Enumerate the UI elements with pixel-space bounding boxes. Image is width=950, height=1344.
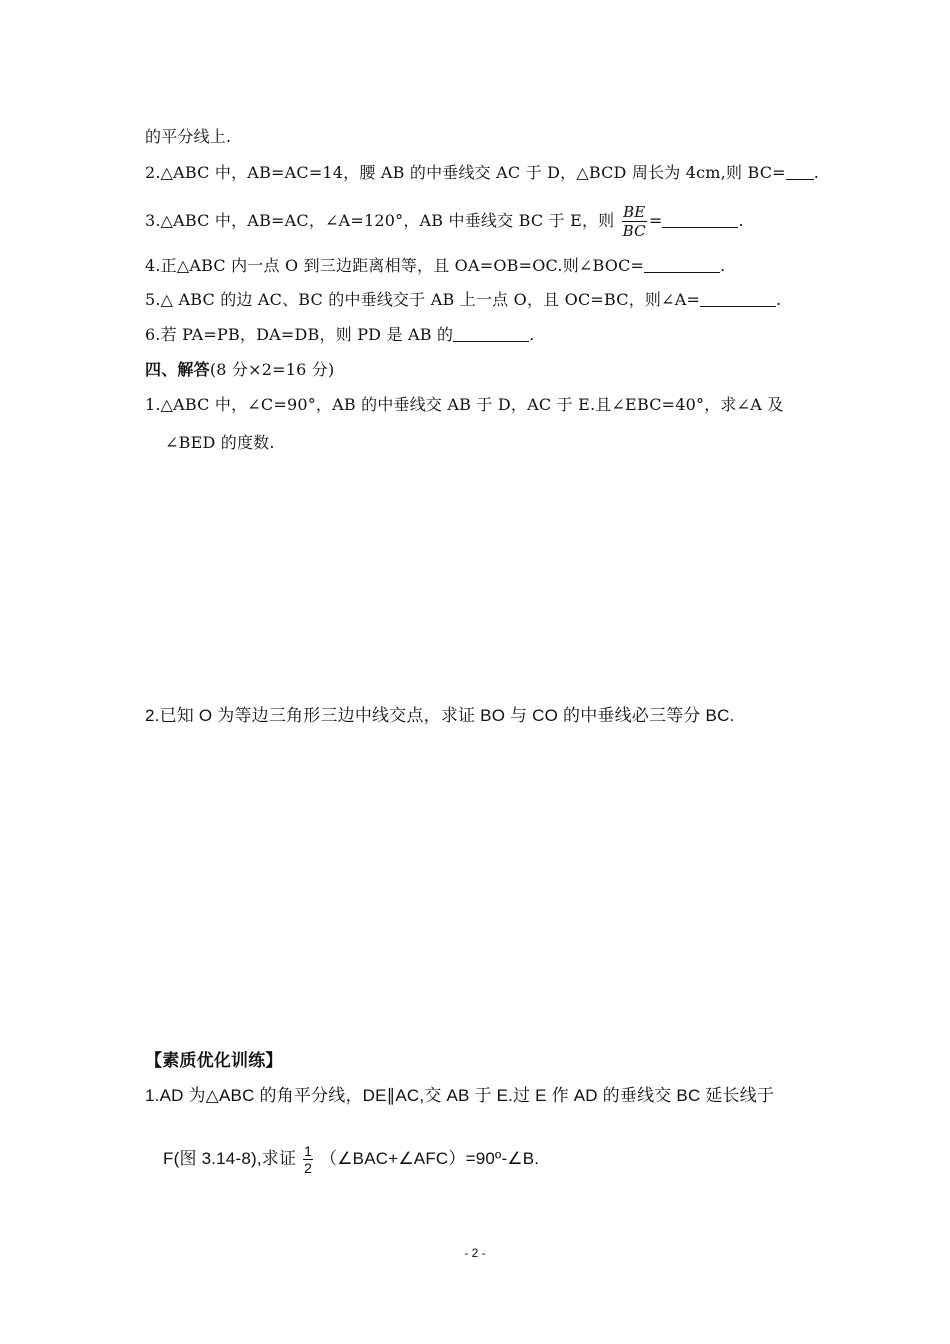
training-question-1-line1	[145, 1085, 774, 1107]
question-text: 1.△ABC 中，∠C=90°，AB 的中垂线交 AB 于 D，AC 于 E.且∠EBC=40°，求∠A 及	[145, 395, 784, 414]
answer-blank[interactable]	[453, 325, 529, 342]
section-4-heading	[145, 359, 334, 381]
question-4	[145, 255, 725, 277]
fraction-numerator: 1	[304, 1143, 313, 1159]
question-2	[145, 162, 819, 184]
section-score: (8 分×2=16 分)	[209, 360, 335, 379]
question-text: 6.若 PA=PB，DA=DB，则 PD 是 AB 的	[145, 325, 454, 344]
question-text: 3.△ABC 中，AB=AC，∠A=120°，AB 中垂线交 BC 于 E，则	[145, 211, 615, 230]
question-text: 5.△ ABC 的边 AC、BC 的中垂线交于 AB 上一点 O，且 OC=BC，则∠A=	[145, 290, 701, 309]
section-5-heading	[145, 1050, 283, 1072]
section-title: 四、解答	[145, 360, 210, 379]
question-text: （∠BAC+∠AFC）=90º-∠B.	[320, 1148, 540, 1168]
punctuation: .	[720, 256, 726, 275]
answer-blank[interactable]	[662, 211, 738, 228]
question-text: 4.正△ABC 内一点 O 到三边距离相等，且 OA=OB=OC.则∠BOC=	[145, 256, 645, 275]
question-5	[145, 289, 781, 311]
page-number: - 2 -	[464, 1246, 486, 1260]
fraction-one-half	[303, 1143, 313, 1176]
equals-sign: =	[648, 211, 663, 230]
question-text: 2.△ABC 中，AB=AC=14，腰 AB 的中垂线交 AC 于 D，△BCD 周长为 4cm,则 BC=	[145, 163, 786, 182]
question-text: 2.已知 O 为等边三角形三边中线交点，求证 BO 与 CO 的中垂线必三等分 BC.	[145, 706, 735, 725]
punctuation: .	[529, 325, 535, 344]
text-line	[145, 126, 231, 148]
fraction-numerator: BE	[623, 203, 646, 221]
punctuation: .	[813, 163, 820, 182]
answer-blank[interactable]	[786, 163, 814, 180]
answer-blank[interactable]	[700, 290, 776, 307]
solve-question-1-line2	[165, 432, 275, 454]
punctuation: .	[776, 290, 782, 309]
question-3	[145, 203, 744, 240]
punctuation: .	[738, 211, 744, 230]
question-6	[145, 324, 534, 346]
training-question-1-line2	[163, 1143, 539, 1176]
line-text: 的平分线上.	[145, 127, 232, 146]
fraction-denominator: 2	[304, 1160, 313, 1176]
fraction-denominator: BC	[622, 222, 646, 240]
answer-blank[interactable]	[644, 256, 720, 273]
section-title: 【素质优化训练】	[145, 1051, 283, 1070]
question-text: 1.AD 为△ABC 的角平分线，DE∥AC,交 AB 于 E.过 E 作 AD 的垂线交 BC 延长线于	[145, 1086, 775, 1105]
question-text: F(图 3.14-8),求证	[163, 1148, 297, 1168]
solve-question-1-line1	[145, 394, 783, 416]
solve-question-2	[145, 705, 734, 727]
question-text: ∠BED 的度数.	[165, 433, 275, 452]
fraction-be-bc	[622, 203, 647, 240]
